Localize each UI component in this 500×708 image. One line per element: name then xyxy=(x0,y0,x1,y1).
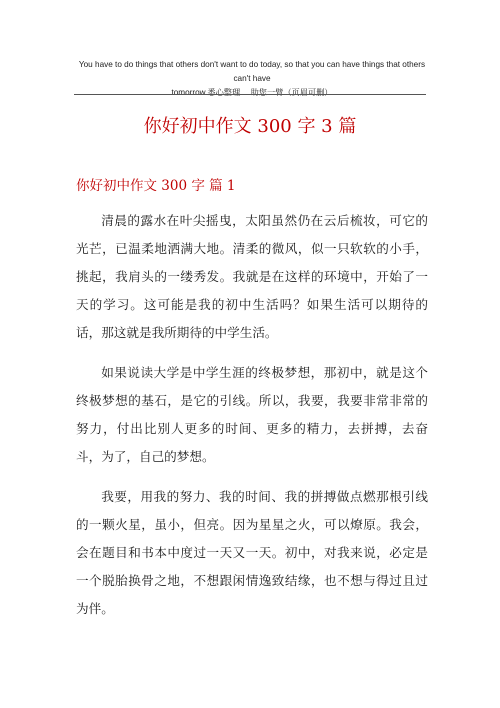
header-quote-line-1: You have to do things that others don't want to do today, so that you can have things that others can't have xyxy=(78,60,426,83)
document-title: 你好初中作文 300 字 3 篇 xyxy=(143,116,357,137)
header-divider xyxy=(74,94,426,95)
article-body xyxy=(76,207,428,635)
paragraph-1: 清晨的露水在叶尖摇曳，太阳虽然仍在云后梳妆，可它的光芒，已温柔地洒满大地。清柔的微风，似一只软软的小手，挑起，我肩头的一缕秀发。我就是在这样的环境中，开始了一天的学习。这可能是我的初中生活吗？如果生活可以期待的话，那这就是我所期待的中学生活。 xyxy=(76,213,428,340)
paragraph-3: 我要，用我的努力、我的时间、我的拼搏做点燃那根引线的一颗火星，虽小，但亮。因为星星之火，可以燎原。我会，会在题目和书本中度过一天又一天。初中，对我来说，必定是一个脱胎换骨之地，不想跟闲情逸致结缘，也不想与得过且过为伴。 xyxy=(76,489,428,616)
section-heading: 你好初中作文 300 字 篇 1 xyxy=(76,178,236,194)
header-quote-line-2: tomorrow.悉心整理 助您一臂（页眉可删） xyxy=(171,88,333,97)
paragraph-2: 如果说读大学是中学生涯的终极梦想，那初中，就是这个终极梦想的基石，是它的引线。所以，我要，我要非常非常的努力，付出比别人更多的时间、更多的精力，去拼搏，去奋斗，为了，自己的梦想。 xyxy=(76,365,428,464)
